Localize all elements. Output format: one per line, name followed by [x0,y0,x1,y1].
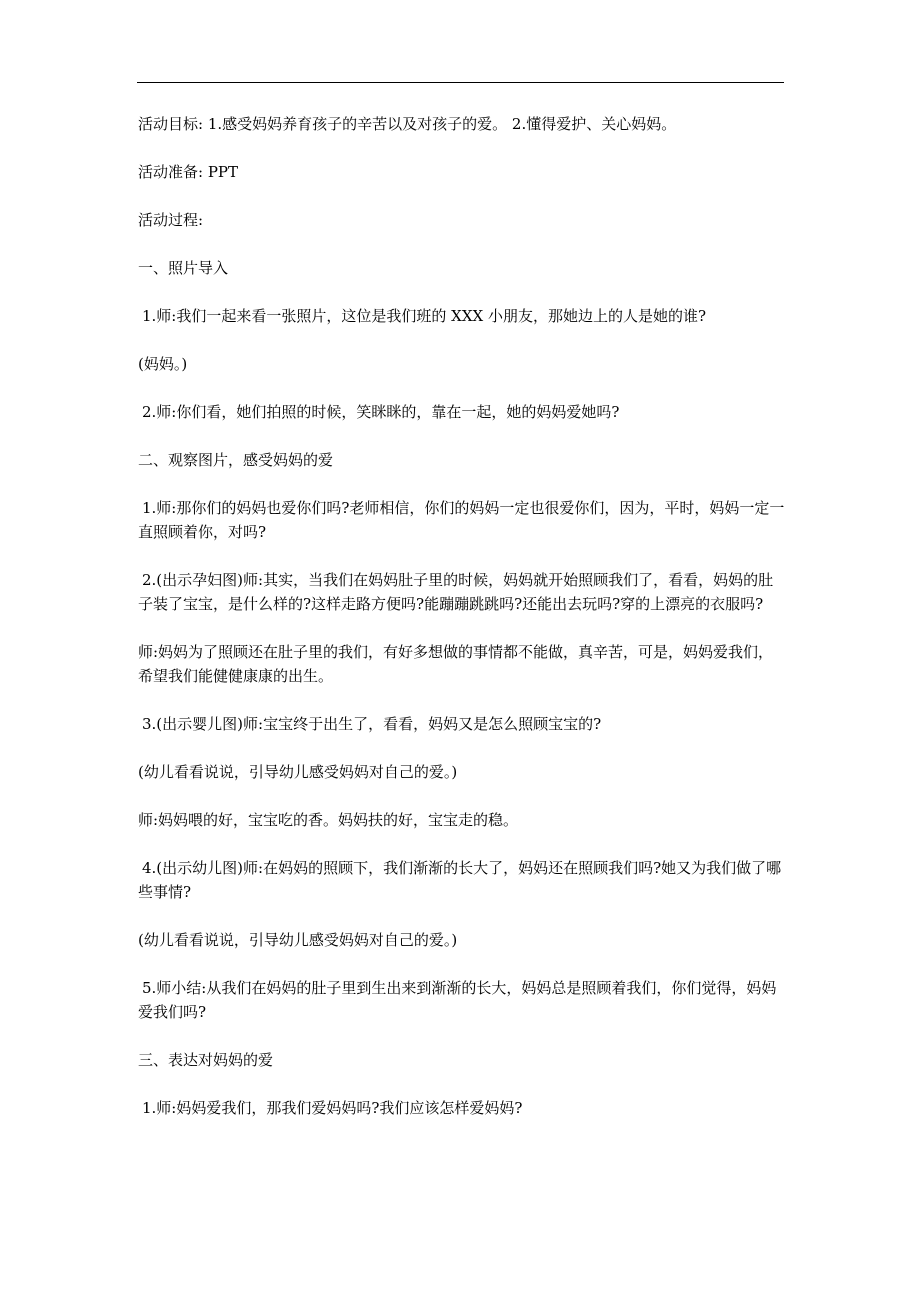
section-heading-1: 一、照片导入 [138,259,229,277]
paragraph: (幼儿看看说说，引导幼儿感受妈妈对自己的爱。) [138,763,458,781]
paragraph: (妈妈。) [138,355,188,373]
header-rule [137,82,784,83]
paragraph: 4.(出示幼儿图)师:在妈妈的照顾下，我们渐渐的长大了，妈妈还在照顾我们吗?她又为我们做了哪些事情? [138,859,782,901]
paragraph: 1.师:我们一起来看一张照片，这位是我们班的 XXX 小朋友，那她边上的人是她的谁? [142,307,706,325]
section-heading-2: 二、观察图片，感受妈妈的爱 [138,451,334,469]
paragraph: 1.师:那你们的妈妈也爱你们吗?老师相信，你们的妈妈一定也很爱你们，因为，平时，妈妈一定一直照顾着你，对吗? [138,499,785,541]
activity-preparation: 活动准备: PPT [138,163,239,181]
paragraph: 师:妈妈为了照顾还在肚子里的我们，有好多想做的事情都不能做，真辛苦，可是，妈妈爱我们，希望我们能健健康康的出生。 [138,643,774,685]
paragraph: 5.师小结:从我们在妈妈的肚子里到生出来到渐渐的长大，妈妈总是照顾着我们，你们觉得，妈妈爱我们吗? [138,979,777,1021]
paragraph: 师:妈妈喂的好，宝宝吃的香。妈妈扶的好，宝宝走的稳。 [138,811,519,829]
activity-process-heading: 活动过程: [138,211,204,229]
paragraph: 3.(出示婴儿图)师:宝宝终于出生了，看看，妈妈又是怎么照顾宝宝的? [142,715,602,733]
document-body [138,112,786,1144]
section-heading-3: 三、表达对妈妈的爱 [138,1051,274,1069]
paragraph: 1.师:妈妈爱我们，那我们爱妈妈吗?我们应该怎样爱妈妈? [142,1099,523,1117]
paragraph: (幼儿看看说说，引导幼儿感受妈妈对自己的爱。) [138,931,458,949]
activity-goals: 活动目标: 1.感受妈妈养育孩子的辛苦以及对孩子的爱。 2.懂得爱护、关心妈妈。 [138,115,677,133]
paragraph: 2.(出示孕妇图)师:其实，当我们在妈妈肚子里的时候，妈妈就开始照顾我们了，看看，妈妈的肚子装了宝宝，是什么样的?这样走路方便吗?能蹦蹦跳跳吗?还能出去玩吗?穿的上漂亮的衣服吗? [138,571,774,613]
paragraph: 2.师:你们看，她们拍照的时候，笑眯眯的，靠在一起，她的妈妈爱她吗? [142,403,620,421]
